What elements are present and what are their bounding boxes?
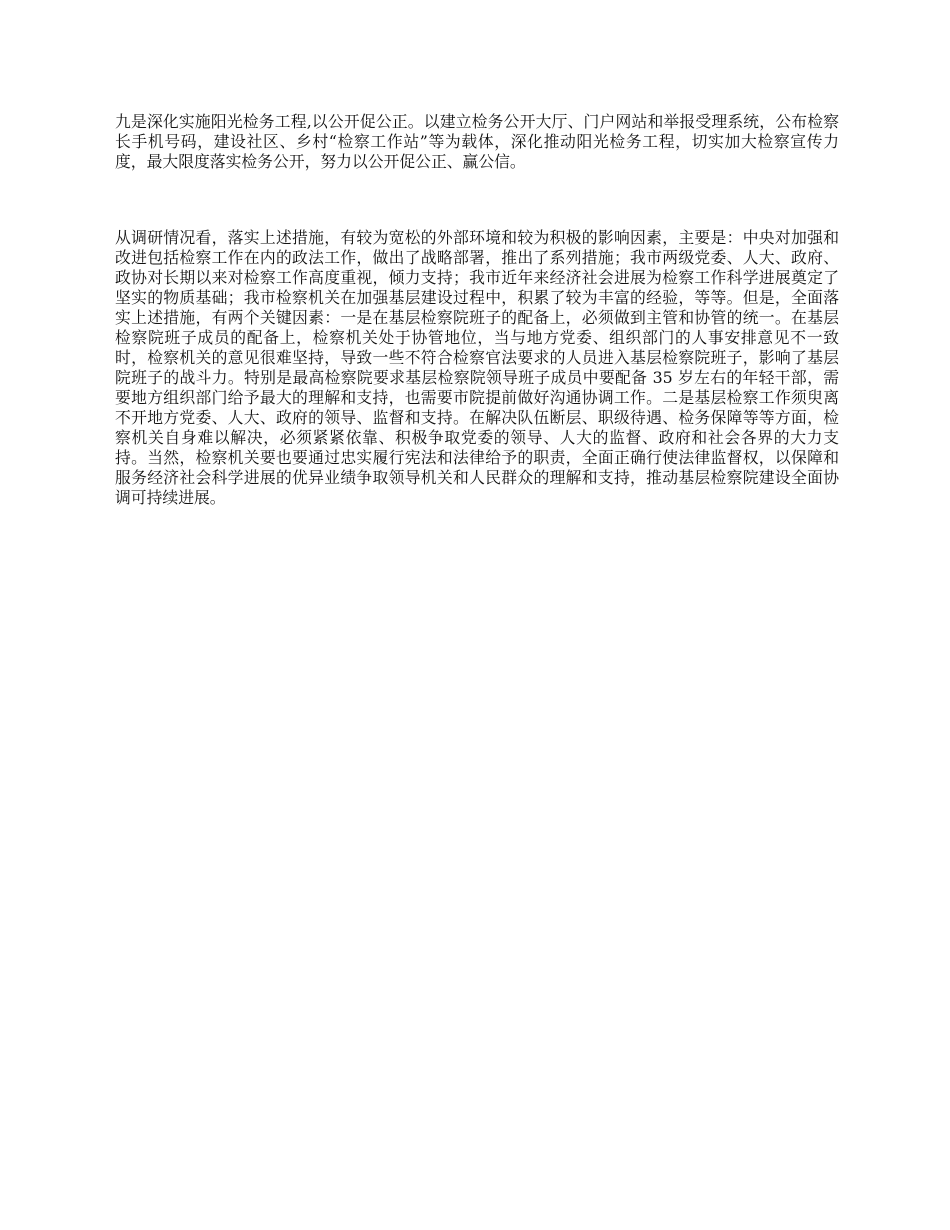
paragraph-sunshine-procuratorial-project: 九是深化实施阳光检务工程,以公开促公正。以建立检务公开大厅、门户网站和举报受理系统，公布检察长手机号码，建设社区、乡村“检察工作站”等为载体，深化推动阳光检务工程，切实加大检察宣传力度，最大限度落实检务公开，努力以公开促公正、赢公信。: [115, 112, 839, 171]
paragraph-research-findings: 从调研情况看，落实上述措施，有较为宽松的外部环境和较为积极的影响因素，主要是：中央对加强和改进包括检察工作在内的政法工作，做出了战略部署，推出了系列措施；我市两级党委、人大、政府、政协对长期以来对检察工作高度重视，倾力支持；我市近年来经济社会进展为检察工作科学进展奠定了坚实的物质基础；我市检察机关在加强基层建设过程中，积累了较为丰富的经验，等等。但是，全面落实上述措施，有两个关键因素：一是在基层检察院班子的配备上，必须做到主管和协管的统一。在基层检察院班子成员的配备上，检察机关处于协管地位，当与地方党委、组织部门的人事安排意见不一致时，检察机关的意见很难坚持，导致一些不符合检察官法要求的人员进入基层检察院班子，影响了基层院班子的战斗力。特别是最高检察院要求基层检察院领导班子成员中要配备 35 岁左右的年轻干部，需要地方组织部门给予最大的理解和支持，也需要市院提前做好沟通协调工作。二是基层检察工作须臾离不开地方党委、人大、政府的领导、监督和支持。在解决队伍断层、职级待遇、检务保障等等方面，检察机关自身难以解决，必须紧紧依靠、积极争取党委的领导、人大的监督、政府和社会各界的大力支持。当然，检察机关要也要通过忠实履行宪法和法律给予的职责，全面正确行使法律监督权，以保障和服务经济社会科学进展的优异业绩争取领导机关和人民群众的理解和支持，推动基层检察院建设全面协调可持续进展。: [115, 228, 839, 507]
document-body: [115, 112, 839, 508]
